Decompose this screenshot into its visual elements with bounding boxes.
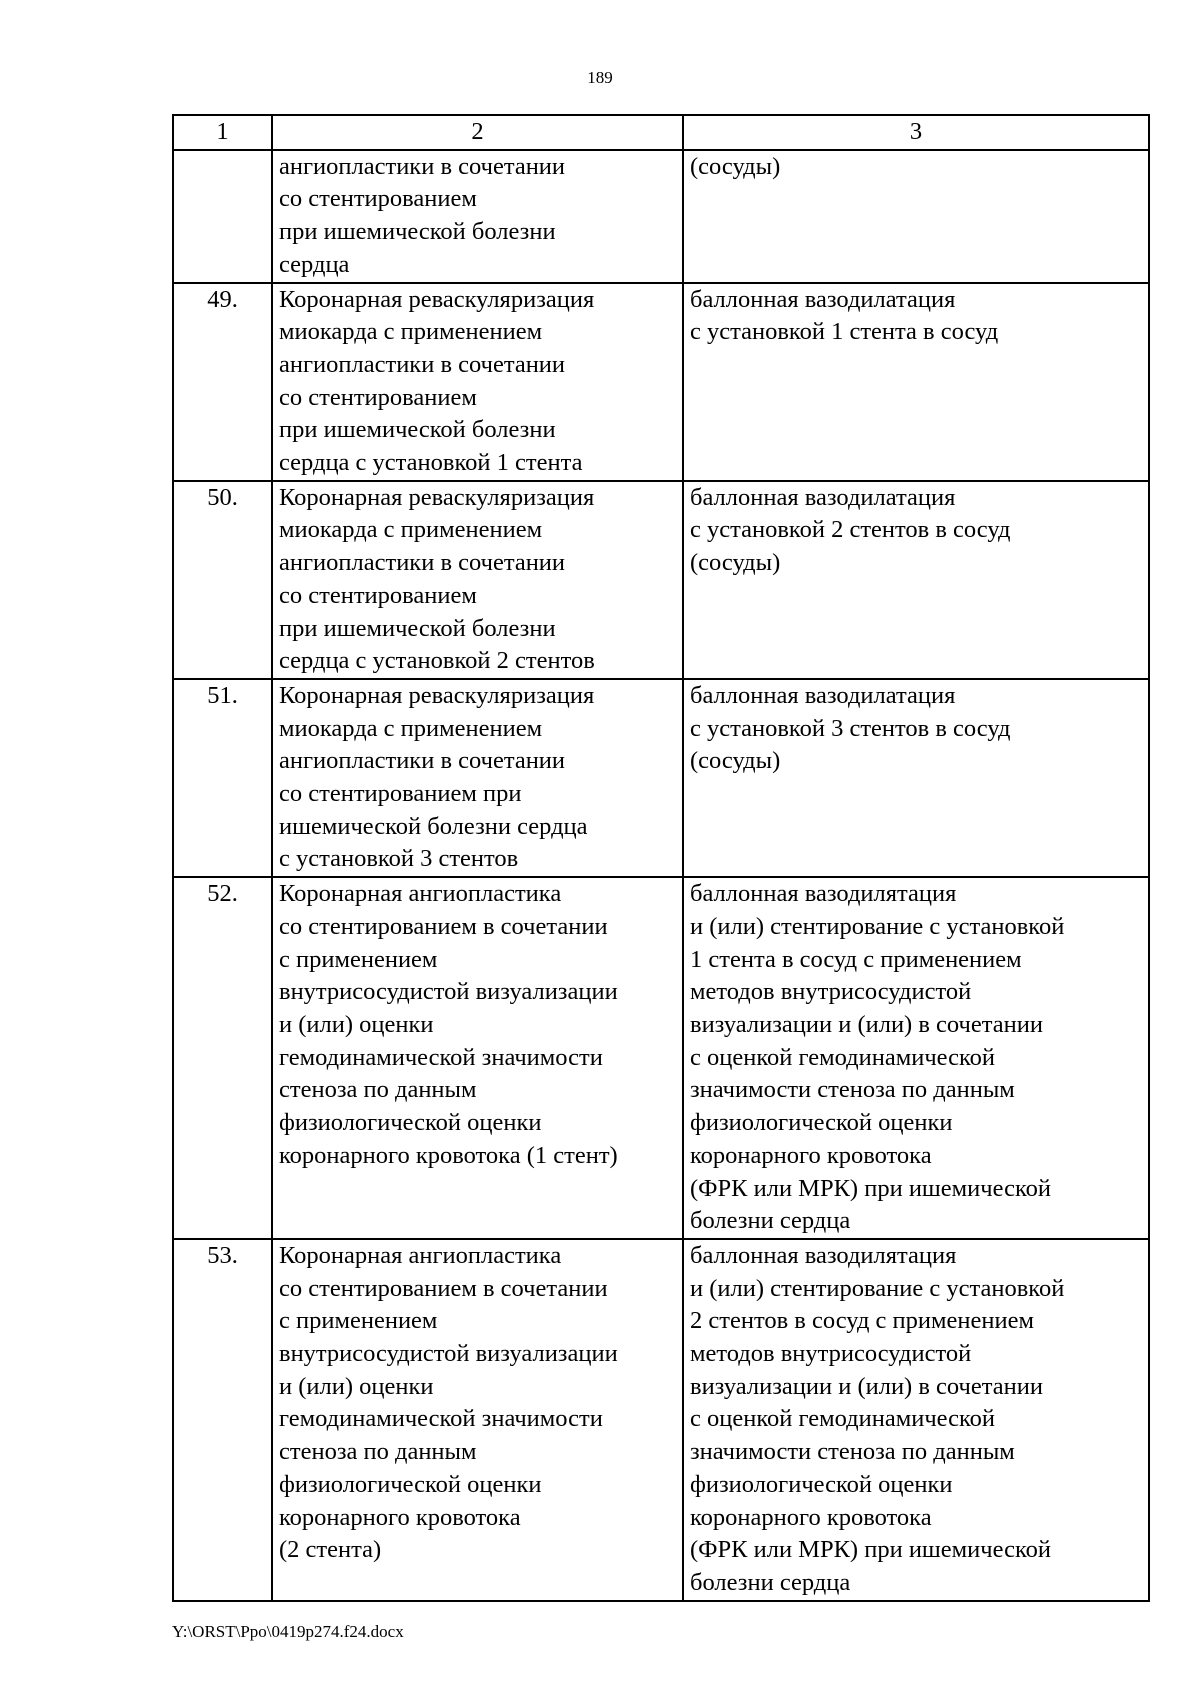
procedure-name-line: и (или) оценки [279,1372,434,1400]
procedure-method-line: баллонная вазодилатация [690,285,956,313]
procedure-method-line: баллонная вазодилатация [690,483,956,511]
procedure-name-line: внутрисосудистой визуализации [279,978,618,1006]
procedure-method-cell [683,283,1149,481]
procedure-name-cell [272,877,683,1239]
procedure-name-cell [272,150,683,283]
procedure-method-line: и (или) стентирование с установкой [690,1274,1065,1302]
procedure-name-line: Коронарная ангиопластика [279,1241,562,1269]
header-row [173,115,1149,150]
procedure-method-line: (сосуды) [690,152,781,180]
procedure-name-line: сердца с установкой 1 стента [279,449,583,477]
procedure-method-cell [683,481,1149,679]
table-row [173,481,1149,679]
procedure-name-line: физиологической оценки [279,1470,542,1498]
procedure-method-line: болезни сердца [690,1568,851,1596]
row-number: 52. [173,877,272,1239]
procedure-method-line: баллонная вазодилатация [690,681,956,709]
procedure-method-line: с оценкой гемодинамической [690,1043,996,1071]
procedure-method-line: (сосуды) [690,549,781,577]
procedure-name-line: со стентированием [279,383,477,411]
procedure-name-line: миокарда с применением [279,714,543,742]
procedure-name-line: гемодинамической значимости [279,1043,603,1071]
procedure-name-line: миокарда с применением [279,516,543,544]
procedure-name-line: гемодинамической значимости [279,1405,603,1433]
row-number: 53. [173,1239,272,1601]
procedure-name-line: с применением [279,1307,438,1335]
procedure-method-line: физиологической оценки [690,1470,953,1498]
procedure-name-cell [272,283,683,481]
procedure-name-line: Коронарная ангиопластика [279,880,562,908]
procedure-name-cell [272,679,683,877]
procedure-method-line: значимости стеноза по данным [690,1076,1015,1104]
procedure-name-line: с применением [279,945,438,973]
table-row [173,283,1149,481]
procedure-method-cell [683,877,1149,1239]
procedure-name-line: ангиопластики в сочетании [279,152,566,180]
procedure-method-line: физиологической оценки [690,1109,953,1137]
header-col-2: 2 [272,115,683,150]
procedure-name-cell [272,481,683,679]
procedure-method-line: (ФРК или МРК) при ишемической [690,1536,1051,1564]
procedure-name-line: миокарда с применением [279,318,543,346]
header-col-1: 1 [173,115,272,150]
header-col-3: 3 [683,115,1149,150]
procedure-name-line: стеноза по данным [279,1438,477,1466]
procedure-method-line: болезни сердца [690,1207,851,1235]
procedure-name-line: ангиопластики в сочетании [279,747,566,775]
procedure-method-line: коронарного кровотока [690,1141,932,1169]
procedure-method-cell [683,679,1149,877]
procedure-name-line: и (или) оценки [279,1010,434,1038]
table-row [173,1239,1149,1601]
procedure-method-line: с установкой 1 стента в сосуд [690,318,999,346]
procedure-method-line: 2 стентов в сосуд с применением [690,1307,1034,1335]
procedure-name-line: со стентированием в сочетании [279,912,608,940]
procedure-method-line: визуализации и (или) в сочетании [690,1372,1043,1400]
procedure-method-line: (сосуды) [690,747,781,775]
procedure-method-cell [683,1239,1149,1601]
procedure-name-line: стеноза по данным [279,1076,477,1104]
procedure-name-line: ишемической болезни сердца [279,812,588,840]
procedure-name-line: при ишемической болезни [279,416,556,444]
row-number: 49. [173,283,272,481]
procedure-method-line: методов внутрисосудистой [690,978,972,1006]
procedure-name-line: ангиопластики в сочетании [279,549,566,577]
procedure-method-line: с установкой 3 стентов в сосуд [690,714,1011,742]
procedure-name-cell [272,1239,683,1601]
footer-file-path: Y:\ORST\Ppo\0419p274.f24.docx [172,1622,404,1641]
procedure-method-line: методов внутрисосудистой [690,1340,972,1368]
procedure-name-line: при ишемической болезни [279,218,556,246]
procedure-name-line: внутрисосудистой визуализации [279,1340,618,1368]
table-row [173,679,1149,877]
procedure-method-line: визуализации и (или) в сочетании [690,1010,1043,1038]
procedure-method-line: с оценкой гемодинамической [690,1405,996,1433]
procedure-name-line: коронарного кровотока (1 стент) [279,1141,618,1169]
procedure-method-line: с установкой 2 стентов в сосуд [690,516,1011,544]
table-row [173,877,1149,1239]
procedure-name-line: со стентированием в сочетании [279,1274,608,1302]
procedure-name-line: со стентированием при [279,780,522,808]
procedure-method-cell [683,150,1149,283]
procedure-name-line: сердца с установкой 2 стентов [279,647,595,675]
page-number: 189 [587,68,613,87]
table-body [173,150,1149,1601]
procedure-name-line: Коронарная реваскуляризация [279,285,595,313]
procedure-name-line: сердца [279,250,350,278]
procedure-method-line: (ФРК или МРК) при ишемической [690,1174,1051,1202]
procedure-method-line: коронарного кровотока [690,1503,932,1531]
procedure-method-line: и (или) стентирование с установкой [690,912,1065,940]
table-row [173,150,1149,283]
procedure-method-line: баллонная вазодилятация [690,880,957,908]
procedure-method-line: баллонная вазодилятация [690,1241,957,1269]
procedure-name-line: коронарного кровотока [279,1503,521,1531]
table-header [173,115,1149,150]
procedure-name-line: (2 стента) [279,1536,382,1564]
procedure-name-line: со стентированием [279,185,477,213]
procedure-name-line: при ишемической болезни [279,614,556,642]
procedure-name-line: Коронарная реваскуляризация [279,681,595,709]
procedure-name-line: с установкой 3 стентов [279,845,519,873]
procedure-name-line: физиологической оценки [279,1109,542,1137]
procedure-name-line: Коронарная реваскуляризация [279,483,595,511]
row-number: 51. [173,679,272,877]
procedure-method-line: 1 стента в сосуд с применением [690,945,1022,973]
row-number: 50. [173,481,272,679]
row-number [173,150,272,283]
procedures-table [172,114,1150,1602]
procedure-name-line: ангиопластики в сочетании [279,350,566,378]
procedure-name-line: со стентированием [279,581,477,609]
procedure-method-line: значимости стеноза по данным [690,1438,1015,1466]
